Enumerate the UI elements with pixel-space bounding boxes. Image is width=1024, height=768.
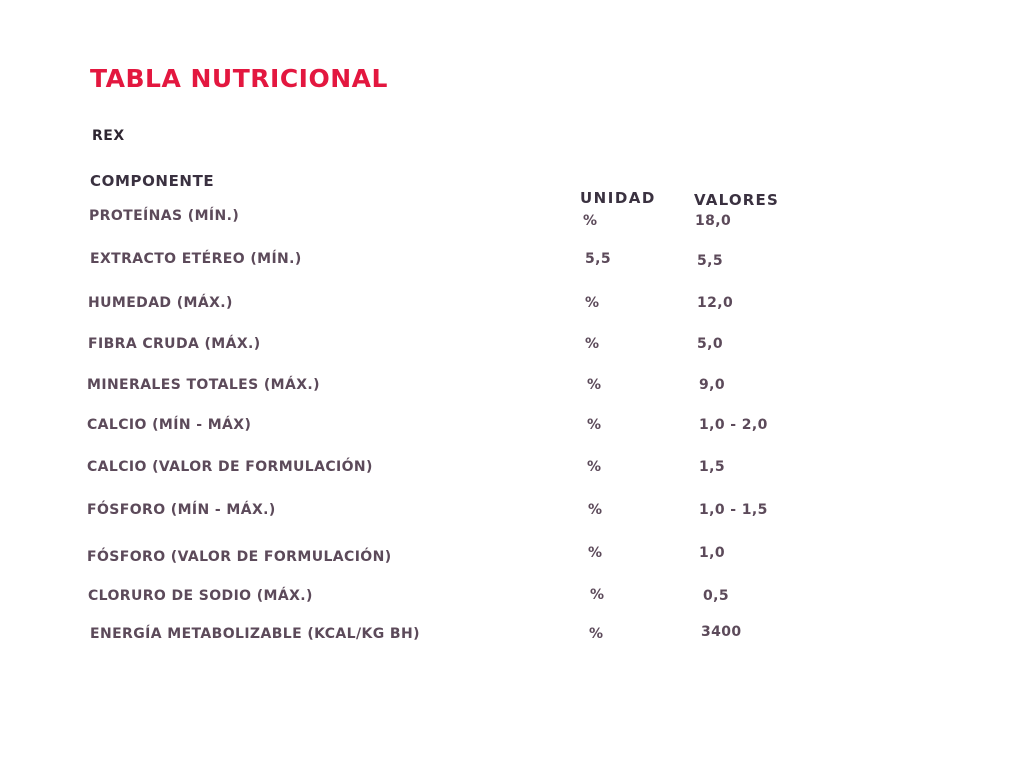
value-cell: 9,0 xyxy=(699,377,726,393)
unit-cell: % xyxy=(588,502,603,518)
column-header-values: VALORES xyxy=(694,191,779,209)
component-cell: MINERALES TOTALES (MÁX.) xyxy=(87,377,320,393)
component-cell: ENERGÍA METABOLIZABLE (KCAL/KG BH) xyxy=(90,626,420,642)
unit-cell: % xyxy=(588,545,603,561)
value-cell: 1,0 xyxy=(699,545,726,561)
table-row xyxy=(0,336,1024,358)
component-cell: FÓSFORO (VALOR DE FORMULACIÓN) xyxy=(87,549,392,565)
component-cell: CLORURO DE SODIO (MÁX.) xyxy=(88,588,313,604)
table-row xyxy=(0,377,1024,399)
table-row xyxy=(0,545,1024,571)
product-name: REX xyxy=(92,128,125,144)
table-row xyxy=(0,502,1024,524)
component-cell: CALCIO (MÍN - MÁX) xyxy=(87,417,252,433)
value-cell: 3400 xyxy=(701,624,742,640)
unit-cell: % xyxy=(587,459,602,475)
table-row xyxy=(0,459,1024,481)
value-cell: 0,5 xyxy=(703,588,730,604)
column-header-component: COMPONENTE xyxy=(90,172,215,190)
table-row xyxy=(0,417,1024,439)
table-row xyxy=(0,251,1024,273)
unit-cell: % xyxy=(589,626,604,642)
value-cell: 1,5 xyxy=(699,459,726,475)
unit-cell: % xyxy=(585,336,600,352)
column-header-unit: UNIDAD xyxy=(580,189,656,207)
component-cell: PROTEÍNAS (MÍN.) xyxy=(89,208,240,224)
value-cell: 1,0 - 1,5 xyxy=(699,502,768,518)
value-cell: 5,0 xyxy=(697,336,724,352)
unit-cell: % xyxy=(583,213,598,229)
component-cell: FIBRA CRUDA (MÁX.) xyxy=(88,336,261,352)
value-cell: 18,0 xyxy=(695,213,732,229)
component-cell: FÓSFORO (MÍN - MÁX.) xyxy=(87,502,276,518)
unit-cell: % xyxy=(590,587,605,603)
table-row xyxy=(0,626,1024,648)
table-row xyxy=(0,588,1024,610)
value-cell: 5,5 xyxy=(697,253,724,269)
table-row xyxy=(0,295,1024,317)
unit-cell: % xyxy=(587,417,602,433)
unit-cell: % xyxy=(585,295,600,311)
value-cell: 12,0 xyxy=(697,295,734,311)
unit-cell: % xyxy=(587,377,602,393)
table-row xyxy=(0,208,1024,230)
page-title: TABLA NUTRICIONAL xyxy=(90,64,388,93)
component-cell: CALCIO (VALOR DE FORMULACIÓN) xyxy=(87,459,373,475)
unit-cell: 5,5 xyxy=(585,251,612,267)
component-cell: HUMEDAD (MÁX.) xyxy=(88,295,233,311)
component-cell: EXTRACTO ETÉREO (MÍN.) xyxy=(90,251,302,267)
value-cell: 1,0 - 2,0 xyxy=(699,417,768,433)
